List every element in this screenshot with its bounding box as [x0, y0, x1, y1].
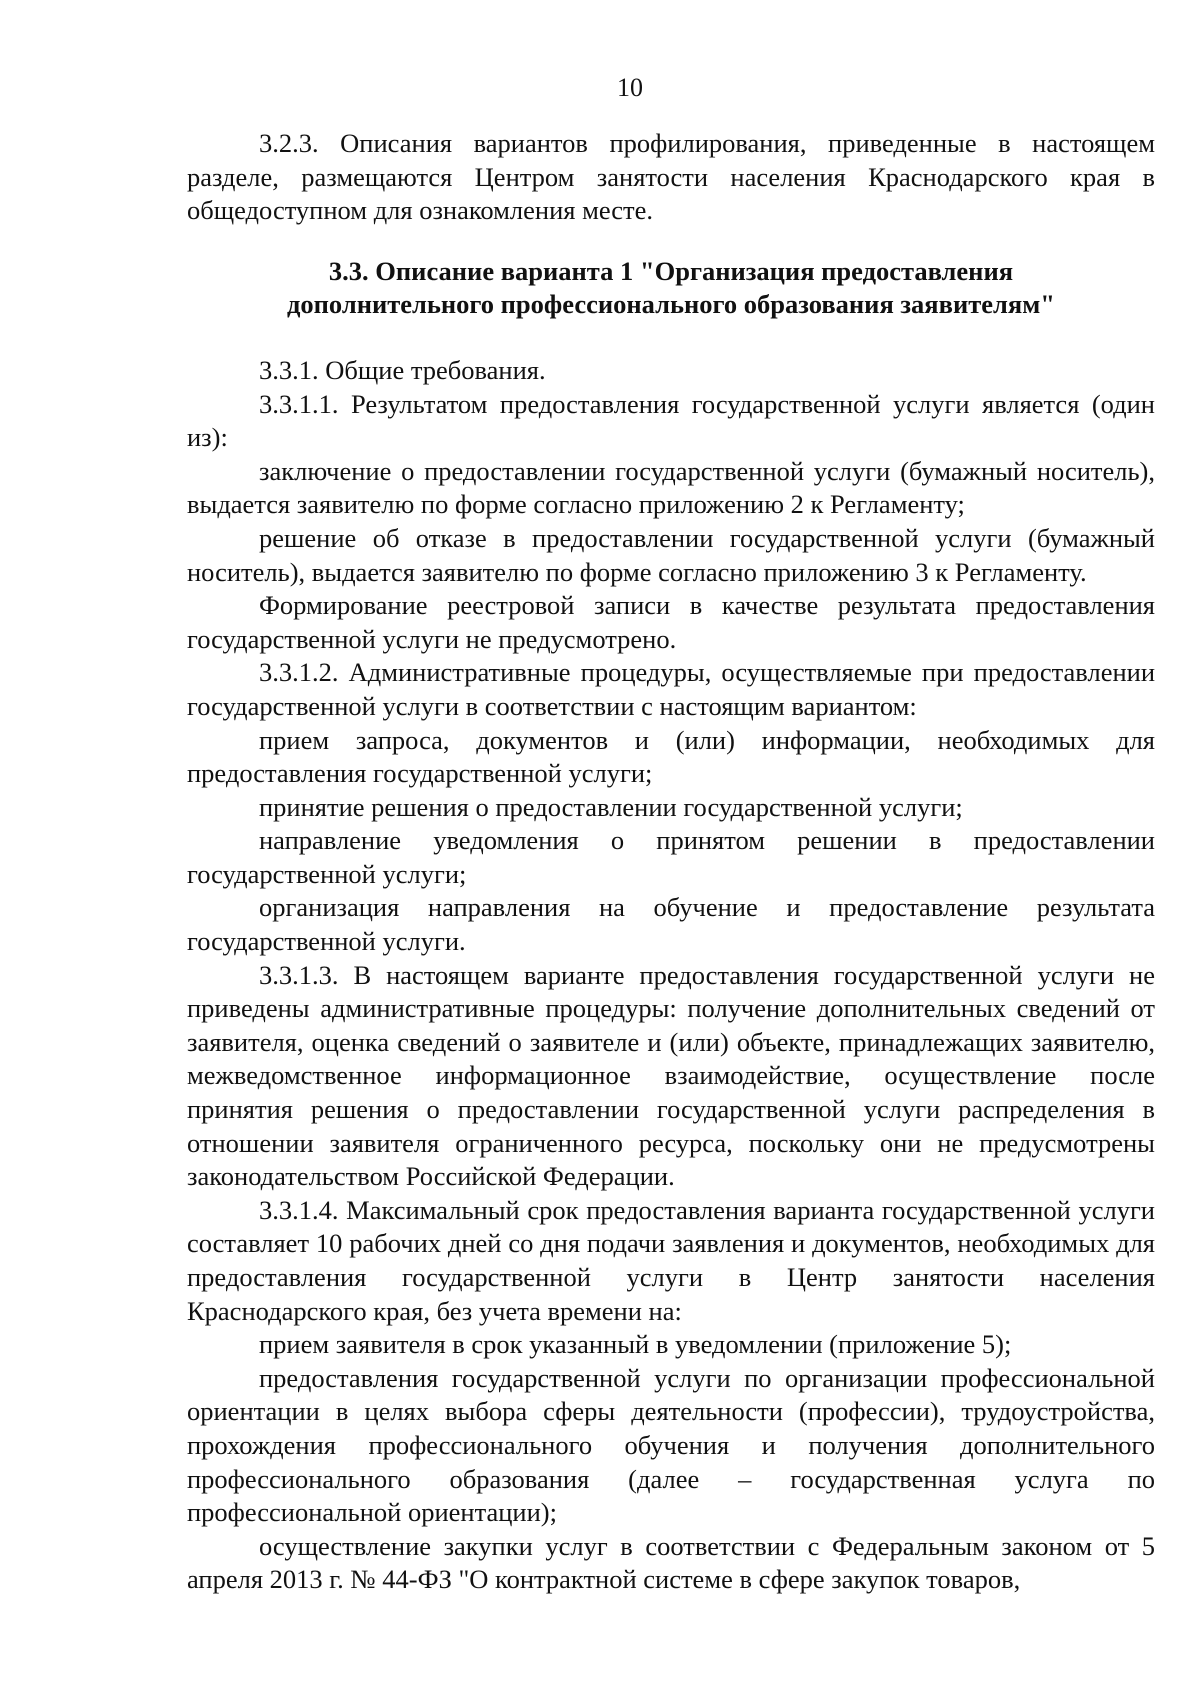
paragraph-conclusion-item: заключение о предоставлении государственной услуги (бумажный носитель), выдается заявителю по форме согласно приложению 2 к Регламенту;: [187, 455, 1155, 520]
paragraph-3-3-1-2: 3.3.1.2. Административные процедуры, осуществляемые при предоставлении государственной услуги в соответствии с настоящим вариантом:: [187, 657, 1155, 721]
section-heading-line-1: 3.3. Описание варианта 1 "Организация предоставления: [328, 255, 1014, 286]
paragraph-procedure-decision: принятие решения о предоставлении государственной услуги;: [259, 791, 963, 822]
paragraph-procedure-training: организация направления на обучение и предоставление результата государственной услуги.: [187, 892, 1155, 957]
paragraph-3-3-1-3: 3.3.1.3. В настоящем варианте предоставления государственной услуги не приведены административные процедуры: получение дополнительных сведений от заявителя, оценка сведений о заявителе и (или) объекте, принадлежащих заявителю, межведомственное информационное взаимодействие, осуществление после принятия решения о предоставлении государственной услуги распределения в отношении заявителя ограниченного ресурса, поскольку они не предусмотрены законодательством Российской Федерации.: [187, 959, 1155, 1192]
document-body: [187, 127, 1155, 1597]
paragraph-career-guidance: предоставления государственной услуги по организации профессиональной ориентации в целях выбора сферы деятельности (профессии), трудоустройства, прохождения профессионального обучения и получения дополнительного профессионального образования (далее – государственная услуга по профессиональной ориентации);: [187, 1362, 1155, 1528]
paragraph-3-3-1-4: 3.3.1.4. Максимальный срок предоставления варианта государственной услуги составляет 10 рабочих дней со дня подачи заявления и документов, необходимых для предоставления государственной услуги в Центр занятости населения Краснодарского края, без учета времени на:: [187, 1194, 1155, 1326]
paragraph-registry-record: Формирование реестровой записи в качестве результата предоставления государственной услуги не предусмотрено.: [187, 590, 1155, 654]
section-heading-3-3: [187, 255, 1155, 322]
paragraph-procurement: осуществление закупки услуг в соответствии с Федеральным законом от 5 апреля 2013 г. № 44-ФЗ "О контрактной системе в сфере закупок товаров,: [187, 1530, 1155, 1595]
paragraph-refusal-item: решение об отказе в предоставлении государственной услуги (бумажный носитель), выдается заявителю по форме согласно приложению 3 к Регламенту.: [187, 522, 1155, 587]
section-heading-line-2: дополнительного профессионального образования заявителям": [287, 289, 1055, 320]
page-number: 10: [617, 73, 643, 102]
paragraph-procedure-notification: направление уведомления о принятом решении в предоставлении государственной услуги;: [187, 825, 1155, 889]
paragraph-general-requirements: 3.3.1. Общие требования.: [259, 354, 546, 385]
paragraph-procedure-request: прием запроса, документов и (или) информации, необходимых для предоставления государственной услуги;: [187, 724, 1155, 789]
paragraph-3-2-3: 3.2.3. Описания вариантов профилирования, приведенные в настоящем разделе, размещаются Центром занятости населения Краснодарского края в общедоступном для ознакомления месте.: [187, 128, 1155, 226]
paragraph-3-3-1-1: 3.3.1.1. Результатом предоставления государственной услуги является (один из):: [187, 388, 1155, 453]
paragraph-applicant-reception: прием заявителя в срок указанный в уведомлении (приложение 5);: [259, 1329, 1012, 1360]
